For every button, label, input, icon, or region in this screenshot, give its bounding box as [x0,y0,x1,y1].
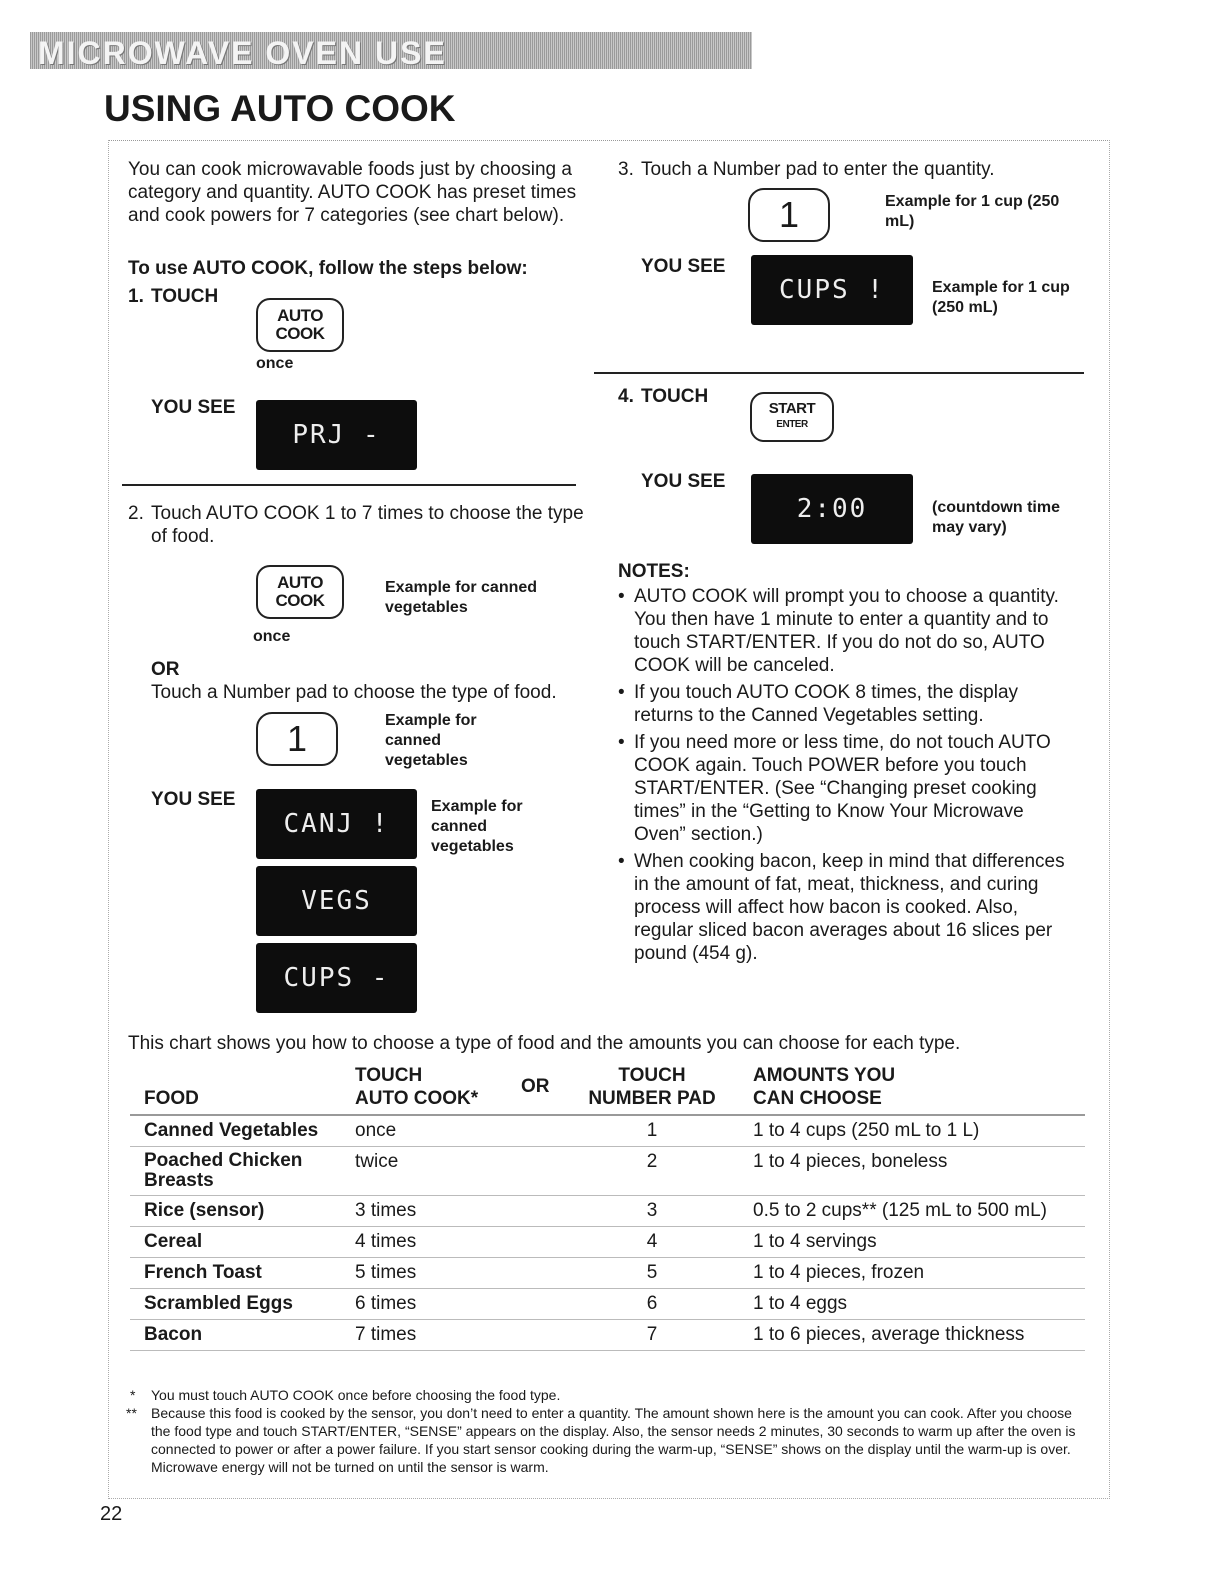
divider [594,372,1084,374]
cell-amount: 1 to 4 pieces, boneless [739,1147,1085,1196]
footnote-2: Because this food is cooked by the sensor, you don’t need to enter a quantity. The amount shown here is the amount you can cook. After you choose the food type and touch START/ENTER, “SENSE” appears on the display. Also, the sensor needs 2 minutes, 30 seconds to warm up after the oven is connected to power or after a power failure. If you start sensor cooking during the warm-up, “SENSE” shows on the display until the warm-up is over. Microwave energy will not be turned on until the sensor is warm. [151,1405,1076,1475]
key-cook-label: COOK [275,591,325,610]
section-title: MICROWAVE OVEN USE [38,35,447,71]
countdown-note: (countdown time may vary) [932,499,1060,536]
page-number: 22 [100,1503,123,1525]
key-enter-label: ENTER [776,419,808,430]
intro-text: You can cook microwavable foods just by choosing a category and quantity. AUTO COOK has preset times and cook powers for 7 categories (see chart below). [128,159,577,226]
cell-number: 7 [563,1320,739,1351]
once-label: once [256,355,294,372]
display-step3: CUPS ! [751,255,913,325]
chart-intro: This chart shows you how to choose a type of food and the amounts you can choose for each type. [128,1033,961,1054]
auto-cook-chart [130,1060,1085,1351]
header-auto-cook: AUTO COOK* [355,1088,479,1109]
you-see-label: YOU SEE [151,789,236,810]
table-row [130,1196,1085,1227]
table-header-row [130,1060,1085,1115]
cell-food: Poached Chicken Breasts [130,1147,341,1196]
display-vegs: VEGS [256,866,417,936]
key-auto-label: AUTO [277,306,323,325]
display-step4: 2:00 [751,474,913,544]
you-see-label: YOU SEE [641,471,726,492]
step2-text: Touch AUTO COOK 1 to 7 times to choose the type of food. [151,503,584,547]
cell-auto-cook: 3 times [341,1196,563,1227]
once-label: once [253,628,291,645]
or-label: OR [151,659,180,680]
key-auto-label: AUTO [277,573,323,592]
step3-text: Touch a Number pad to enter the quantity. [641,159,995,180]
note-item: • If you need more or less time, do not touch AUTO COOK again. Touch POWER before you touch START/ENTER. (See “Changing preset cooking times” in the “Getting to Know Your Microwave Oven” section.) [634,731,1079,846]
footnote-marker: ** [126,1405,137,1421]
header-touch: TOUCH [355,1065,423,1086]
cell-number: 5 [563,1258,739,1289]
header-touch-number [563,1060,739,1115]
cell-amount: 1 to 4 pieces, frozen [739,1258,1085,1289]
you-see-label: YOU SEE [151,397,236,418]
table-row [130,1115,1085,1147]
display-step1: PRJ - [256,400,417,470]
step4-number: 4. [618,386,634,407]
step1-number: 1. [128,286,144,307]
cell-auto-cook: 4 times [341,1227,563,1258]
header-can-choose: CAN CHOOSE [753,1088,882,1109]
cell-auto-cook: once [341,1115,563,1147]
notes-title: NOTES: [618,561,690,582]
step4-label: TOUCH [641,386,709,407]
divider [122,484,576,486]
cell-amount: 1 to 4 servings [739,1227,1085,1258]
cell-food: Cereal [130,1227,341,1258]
note-item: • When cooking bacon, keep in mind that differences in the amount of fat, meat, thickness, and curing process will affect how bacon is cooked. Also, regular sliced bacon averages about 16 slices per pound (454 g). [634,850,1079,965]
cell-number: 2 [563,1147,739,1196]
example-label: Example for canned vegetables [385,579,538,616]
key-cook-label: COOK [275,324,325,343]
footnote-marker: * [130,1387,136,1403]
example-label: Example for canned vegetables [431,798,523,855]
table-row [130,1147,1085,1196]
cell-amount: 1 to 4 cups (250 mL to 1 L) [739,1115,1085,1147]
page-title: USING AUTO COOK [104,88,456,129]
you-see-label: YOU SEE [641,256,726,277]
table-row [130,1258,1085,1289]
example-label: Example for 1 cup (250 mL) [885,193,1060,230]
notes-list [634,585,1079,965]
cell-number: 4 [563,1227,739,1258]
cell-food: French Toast [130,1258,341,1289]
cell-food: Canned Vegetables [130,1115,341,1147]
section-banner [30,32,752,69]
header-touch: TOUCH [618,1065,686,1086]
cell-food: Rice (sensor) [130,1196,341,1227]
footnote-1: You must touch AUTO COOK once before choosing the food type. [151,1387,561,1403]
cell-number: 3 [563,1196,739,1227]
cell-auto-cook: 5 times [341,1258,563,1289]
note-item: • AUTO COOK will prompt you to choose a quantity. You then have 1 minute to enter a quantity and to touch START/ENTER. If you do not do so, AUTO COOK will be canceled. [634,585,1079,677]
table-row [130,1320,1085,1351]
display-canned: CANJ ! [256,789,417,859]
header-food: FOOD [130,1060,341,1115]
cell-amount: 1 to 6 pieces, average thickness [739,1320,1085,1351]
cell-auto-cook: 7 times [341,1320,563,1351]
cell-auto-cook: 6 times [341,1289,563,1320]
cell-amount: 0.5 to 2 cups** (125 mL to 500 mL) [739,1196,1085,1227]
cell-food: Scrambled Eggs [130,1289,341,1320]
example-label: Example for 1 cup (250 mL) [932,279,1070,316]
table-row [130,1227,1085,1258]
note-item: • If you touch AUTO COOK 8 times, the display returns to the Canned Vegetables setting. [634,681,1079,727]
display-cups: CUPS - [256,943,417,1013]
header-or: OR [507,1060,563,1115]
cell-number: 1 [563,1115,739,1147]
header-touch-auto [341,1060,507,1115]
header-number-pad: NUMBER PAD [588,1088,716,1109]
steps-heading: To use AUTO COOK, follow the steps below: [128,258,528,279]
auto-cook-key[interactable] [256,298,344,352]
auto-cook-key[interactable] [256,565,344,619]
number-1-key[interactable]: 1 [748,188,830,242]
header-amounts-you: AMOUNTS YOU [753,1065,896,1086]
cell-food: Bacon [130,1320,341,1351]
cell-auto-cook: twice [341,1147,563,1196]
step3-number: 3. [618,159,634,180]
step2-number-text: Touch a Number pad to choose the type of food. [151,682,557,703]
step2-number: 2. [128,503,144,524]
step1-label: TOUCH [151,286,219,307]
example-label: Example for canned vegetables [385,712,477,769]
number-1-key[interactable]: 1 [256,712,338,766]
header-amounts [739,1060,1085,1115]
cell-number: 6 [563,1289,739,1320]
start-enter-key[interactable] [750,392,834,442]
table-row [130,1289,1085,1320]
key-start-label: START [768,400,816,417]
cell-amount: 1 to 4 eggs [739,1289,1085,1320]
